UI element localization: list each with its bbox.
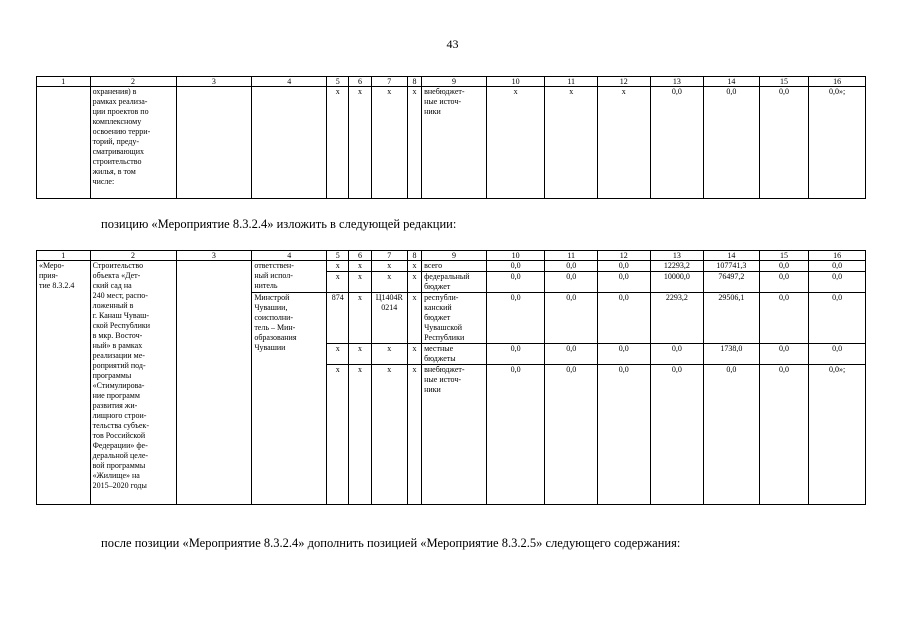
col-number: 14 — [704, 251, 760, 261]
table-cell: х — [371, 365, 407, 505]
table-cell: х — [597, 87, 650, 199]
table-cell: 0,0 — [486, 344, 545, 365]
table-cell: 0,0 — [545, 293, 598, 344]
table-cell: 0,0 — [545, 261, 598, 272]
table-cell: 0,0 — [486, 365, 545, 505]
budget-code: Ц1404R 0214 — [371, 293, 407, 344]
col-number: 13 — [650, 77, 704, 87]
funding-source: внебюджет- ные источ- ники — [422, 87, 487, 199]
table-cell: х — [349, 365, 371, 505]
table-cell: х — [349, 87, 371, 199]
funding-source: местные бюджеты — [422, 344, 487, 365]
table-cell: х — [407, 87, 421, 199]
col-number: 14 — [704, 77, 760, 87]
table-cell: х — [371, 344, 407, 365]
page-number: 43 — [446, 37, 459, 51]
responsible-executor-label: ответствен- ный испол- нитель — [252, 261, 327, 293]
table-cell: х — [349, 272, 371, 293]
funding-source: всего — [422, 261, 487, 272]
table-cell: х — [349, 261, 371, 272]
table-cell: 0,0 — [597, 261, 650, 272]
table-cell: 0,0 — [545, 365, 598, 505]
table-cell: 0,0 — [809, 344, 866, 365]
table-cell: х — [545, 87, 598, 199]
table-cell: 0,0 — [650, 344, 704, 365]
table-cell: 0,0 — [486, 293, 545, 344]
responsible-executors: Минстрой Чувашии, соисполни- тель – Мин- образования Чувашии — [252, 293, 327, 505]
table-cell: 0,0 — [759, 344, 809, 365]
table-cell: 12293,2 — [650, 261, 704, 272]
table-cell: х — [371, 87, 407, 199]
table-cell: 0,0 — [597, 365, 650, 505]
table-cell: 874 — [327, 293, 349, 344]
col-number: 6 — [349, 77, 371, 87]
col-number: 16 — [809, 77, 866, 87]
table-cell: х — [327, 344, 349, 365]
table-cell: 0,0 — [704, 87, 760, 199]
program-table-event-8-3-2-4 — [36, 250, 866, 505]
table-cell: х — [349, 293, 371, 344]
col-number: 1 — [37, 251, 91, 261]
table-cell: х — [486, 87, 545, 199]
table-cell: 0,0 — [486, 272, 545, 293]
table-cell: 0,0 — [545, 344, 598, 365]
table-cell: х — [407, 365, 421, 505]
col-number: 5 — [327, 77, 349, 87]
table-cell: 2293,2 — [650, 293, 704, 344]
col-number: 9 — [422, 251, 487, 261]
table-cell: х — [327, 87, 349, 199]
table-cell: х — [407, 344, 421, 365]
col-number: 16 — [809, 251, 866, 261]
col-number: 8 — [407, 251, 421, 261]
table-cell: 0,0 — [759, 272, 809, 293]
table-cell: х — [407, 272, 421, 293]
table-cell: х — [327, 365, 349, 505]
col-number: 7 — [371, 77, 407, 87]
funding-source: внебюджет- ные источ- ники — [422, 365, 487, 505]
column-number-row — [37, 77, 866, 87]
col-number: 15 — [759, 77, 809, 87]
col-number: 4 — [252, 77, 327, 87]
table-cell: 0,0 — [759, 87, 809, 199]
event-description: охранения) в рамках реализа- ции проектов по комплексному освоению терри- торий, преду- сматривающих строительство жилья, в том числе: — [90, 87, 176, 199]
table-cell: 0,0 — [486, 261, 545, 272]
table-cell: 0,0 — [759, 365, 809, 505]
col-number: 9 — [422, 77, 487, 87]
funding-source: республи- канский бюджет Чувашской Республики — [422, 293, 487, 344]
table-cell: 0,0 — [759, 293, 809, 344]
col-number: 13 — [650, 251, 704, 261]
col-number: 10 — [486, 251, 545, 261]
col-number: 7 — [371, 251, 407, 261]
table-row — [37, 261, 866, 272]
col-number: 11 — [545, 77, 598, 87]
col-number: 2 — [90, 251, 176, 261]
table-cell: х — [407, 261, 421, 272]
table-cell: 0,0 — [809, 261, 866, 272]
table-cell: х — [371, 272, 407, 293]
col-number: 10 — [486, 77, 545, 87]
table-cell: 0,0 — [759, 261, 809, 272]
table-cell: х — [371, 261, 407, 272]
table-cell: 0,0 — [545, 272, 598, 293]
table-cell: 0,0 — [650, 365, 704, 505]
table-cell: 0,0 — [597, 293, 650, 344]
table-cell: 107741,3 — [704, 261, 760, 272]
table-cell: 0,0 — [597, 272, 650, 293]
table-cell: х — [327, 272, 349, 293]
program-table-continuation — [36, 76, 866, 199]
table-cell: 1738,0 — [704, 344, 760, 365]
col-number: 15 — [759, 251, 809, 261]
col-number: 3 — [176, 251, 252, 261]
table-cell: 0,0 — [650, 87, 704, 199]
table-row — [37, 87, 866, 199]
col-number: 1 — [37, 77, 91, 87]
instruction-paragraph: позицию «Мероприятие 8.3.2.4» изложить в следующей редакции: — [101, 217, 457, 231]
table-cell: 10000,0 — [650, 272, 704, 293]
col-number: 12 — [597, 77, 650, 87]
instruction-paragraph: после позиции «Мероприятие 8.3.2.4» дополнить позицией «Мероприятие 8.3.2.5» следующего содержания: — [101, 536, 681, 550]
table-cell: х — [407, 293, 421, 344]
col-number: 4 — [252, 251, 327, 261]
table-cell: 0,0 — [704, 365, 760, 505]
col-number: 12 — [597, 251, 650, 261]
col-number: 11 — [545, 251, 598, 261]
col-number: 5 — [327, 251, 349, 261]
column-number-row — [37, 251, 866, 261]
table-cell: 0,0»; — [809, 365, 866, 505]
table-cell: 0,0 — [597, 344, 650, 365]
table-cell: 0,0 — [809, 293, 866, 344]
funding-source: федеральный бюджет — [422, 272, 487, 293]
col-number: 3 — [176, 77, 252, 87]
table-cell: 0,0»; — [809, 87, 866, 199]
table-cell: 29506,1 — [704, 293, 760, 344]
event-description: Строительство объекта «Дет- ский сад на 240 мест, распо- ложенный в г. Канаш Чуваш- ской Республики в мкр. Восточ- ный» в рамках реализации ме- роприятий под- программы «Стимулирова- ние программ развития жи- лищного строи- тельства субъек- тов Российской Федерации» фе- деральной целе- вой программы «Жилище» на 2015–2020 годы — [90, 261, 176, 505]
col-number: 8 — [407, 77, 421, 87]
table-cell: 76497,2 — [704, 272, 760, 293]
table-cell: х — [349, 344, 371, 365]
table-cell: х — [327, 261, 349, 272]
event-number: «Меро- прия- тие 8.3.2.4 — [37, 261, 91, 505]
col-number: 6 — [349, 251, 371, 261]
table-cell: 0,0 — [809, 272, 866, 293]
col-number: 2 — [90, 77, 176, 87]
